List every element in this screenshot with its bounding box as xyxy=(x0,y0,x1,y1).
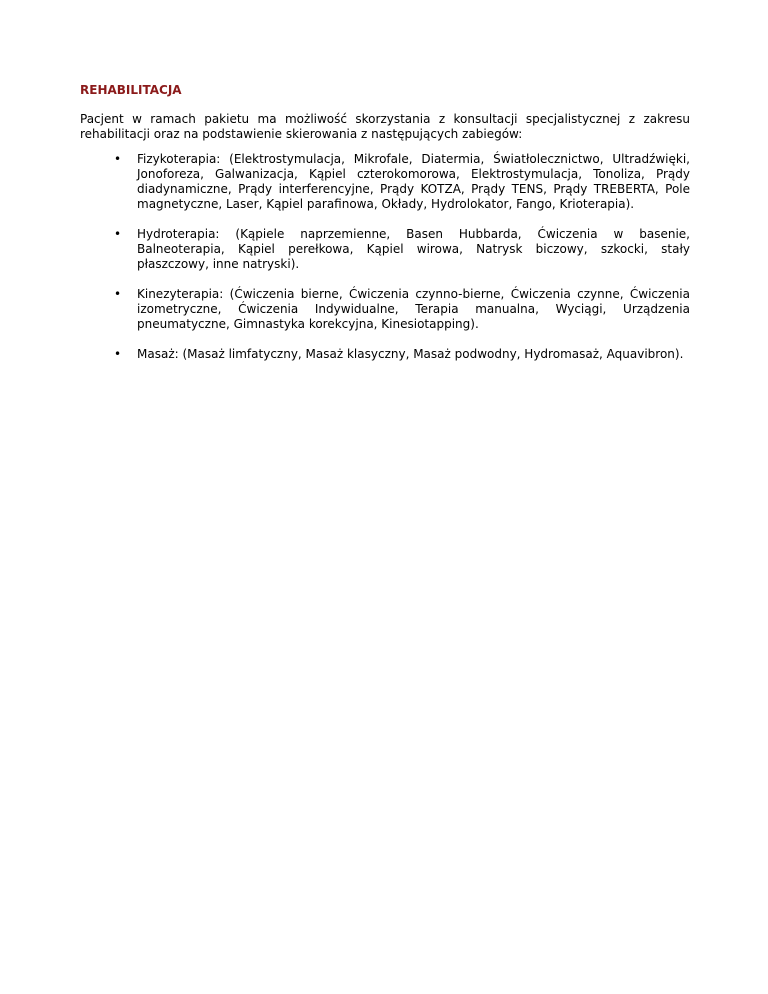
list-item-text: Kinezyterapia: (Ćwiczenia bierne, Ćwiczenia czynno-bierne, Ćwiczenia czynne, Ćwiczenia izometryczne, Ćwiczenia Indywidualne, Terapia manualna, Wyciągi, Urządzenia pneumatyczne, Gimnastyka korekcyjna, Kinesiotapping). xyxy=(137,287,690,331)
bullet-icon: • xyxy=(114,227,122,241)
treatment-list xyxy=(80,152,690,362)
list-item-masaz xyxy=(80,347,690,362)
list-item-kinezyterapia xyxy=(80,287,690,332)
bullet-icon: • xyxy=(114,347,122,361)
list-item-text: Hydroterapia: (Kąpiele naprzemienne, Basen Hubbarda, Ćwiczenia w basenie, Balneoterapia, Kąpiel perełkowa, Kąpiel wirowa, Natrysk biczowy, szkocki, stały płaszczowy, inne natryski). xyxy=(137,227,690,271)
list-item-hydroterapia xyxy=(80,227,690,272)
section-heading: REHABILITACJA xyxy=(80,83,182,97)
list-item-text: Masaż: (Masaż limfatyczny, Masaż klasyczny, Masaż podwodny, Hydromasaż, Aquavibron). xyxy=(137,347,684,361)
list-item-fizykoterapia xyxy=(80,152,690,212)
intro-paragraph: Pacjent w ramach pakietu ma możliwość skorzystania z konsultacji specjalistycznej z zakresu rehabilitacji oraz na podstawienie skierowania z następujących zabiegów: xyxy=(80,112,690,141)
list-item-text: Fizykoterapia: (Elektrostymulacja, Mikrofale, Diatermia, Światłolecznictwo, Ultradźwięki, Jonoforeza, Galwanizacja, Kąpiel czterokomorowa, Elektrostymulacja, Tonoliza, Prądy diadynamiczne, Prądy interferencyjne, Prądy KOTZA, Prądy TENS, Prądy TREBERTA, Pole magnetyczne, Laser, Kąpiel parafinowa, Okłady, Hydrolokator, Fango, Krioterapia). xyxy=(137,152,690,211)
bullet-icon: • xyxy=(114,287,122,301)
bullet-icon: • xyxy=(114,152,122,166)
